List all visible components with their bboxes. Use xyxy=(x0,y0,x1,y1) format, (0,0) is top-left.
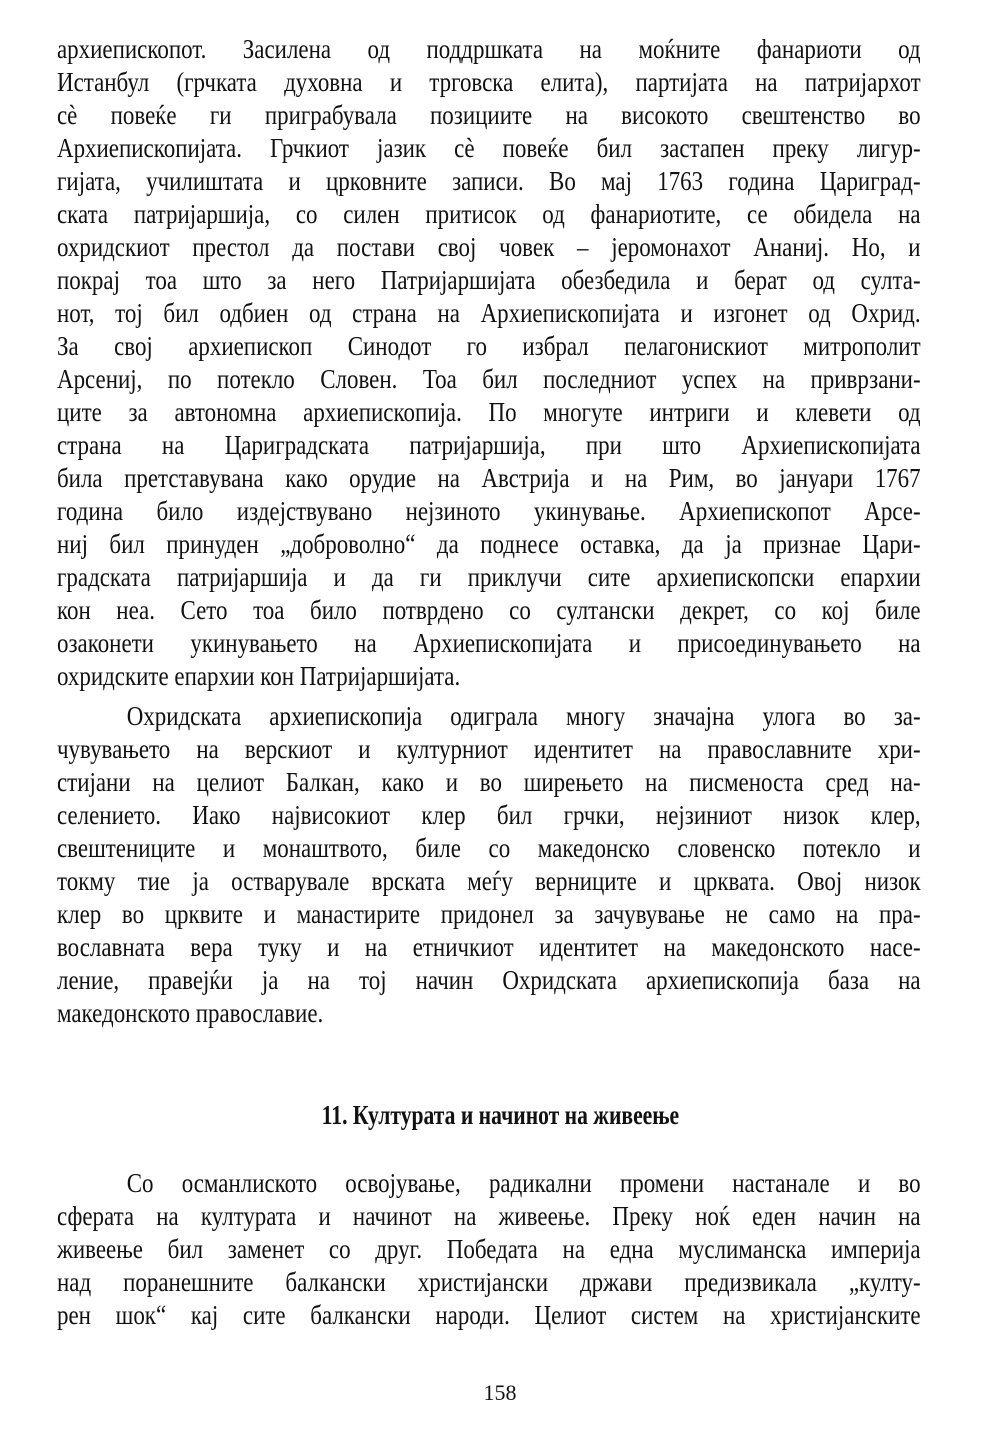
section-heading-text: 11. Културата и начинот на живеење xyxy=(321,1100,679,1130)
text-line: вославната вера туку и на етничкиот идентитет на македонското насе- xyxy=(57,932,921,962)
text-line: живеење бил заменет со друг. Победата на една муслиманска империја xyxy=(57,1234,921,1264)
text-line: кон неа. Сето тоа било потврдено со султански декрет, со кој биле xyxy=(57,595,921,625)
text-line: рен шок“ кај сите балкански народи. Целиот систем на христијанските xyxy=(57,1300,921,1330)
section-heading xyxy=(0,1100,1000,1131)
text-line: озаконети укинувањето на Архиепископијата и присоединувањето на xyxy=(57,628,921,658)
text-line: Охридската архиепископија одиграла многу значајна улога во за- xyxy=(126,701,921,731)
text-line: архиепископот. Засилена од поддршката на моќните фанариоти од xyxy=(57,34,921,64)
text-line: македонското православие. xyxy=(57,998,324,1028)
text-line: стијани на целиот Балкан, како и во ширењето на писменоста сред на- xyxy=(57,767,921,797)
text-line: охридските епархии кон Патријаршијата. xyxy=(57,661,461,691)
text-line: ниј бил принуден „доброволно“ да поднесе оставка, да ја признае Цари- xyxy=(57,529,921,559)
text-line: ление, правејќи ја на тој начин Охридската архиепископија база на xyxy=(57,965,921,995)
text-line: над поранешните балкански христијански држави предизвикала „култу- xyxy=(57,1267,921,1297)
paragraph-1 xyxy=(57,33,921,693)
text-line: За свој архиепископ Синодот го избрал пелагонискиот митрополит xyxy=(57,331,921,361)
text-line: страна на Цариградската патријаршија, при што Архиепископијата xyxy=(57,430,921,460)
text-line: ците за автономна архиепископија. По многуте интриги и клевети од xyxy=(57,397,921,427)
text-line: ската патријаршија, со силен притисок од фанариотите, се обидела на xyxy=(57,199,921,229)
text-line: селението. Иако највисокиот клер бил грчки, нејзиниот низок клер, xyxy=(57,800,921,830)
text-line: охридскиот престол да постави свој човек – јеромонахот Ананиј. Но, и xyxy=(57,232,921,262)
text-line: градската патријаршија и да ги приклучи сите архиепископски епархии xyxy=(57,562,921,592)
text-line: Со османлиското освојување, радикални промени настанале и во xyxy=(126,1168,921,1198)
paragraph-3 xyxy=(57,1167,921,1332)
text-line: била претставувана како орудие на Австрија и на Рим, во јануари 1767 xyxy=(57,463,921,493)
text-line: клер во црквите и манастирите придонел за зачувување не само на пра- xyxy=(57,899,921,929)
paragraph-2 xyxy=(57,700,921,1030)
text-line: токму тие ја остварувале врската меѓу верниците и црквата. Овој низок xyxy=(57,866,921,896)
text-line: покрај тоа што за него Патријаршијата обезбедила и берат од султа- xyxy=(57,265,921,295)
text-line: година било издејствувано нејзиното укинување. Архиепископот Арсе- xyxy=(57,496,921,526)
text-line: сѐ повеќе ги приграбувала позициите на високото свештенство во xyxy=(57,100,921,130)
text-line: чувувањето на верскиот и културниот идентитет на православните хри- xyxy=(57,734,921,764)
text-line: Архиепископијата. Грчкиот јазик сѐ повеќе бил застапен преку лигур- xyxy=(57,133,921,163)
page-number: 158 xyxy=(483,1380,517,1405)
text-line: сферата на културата и начинот на живеење. Преку ноќ еден начин на xyxy=(57,1201,921,1231)
text-line: Истанбул (грчката духовна и трговска елита), партијата на патријархот xyxy=(57,67,921,97)
text-line: нот, тој бил одбиен од страна на Архиепископијата и изгонет од Охрид. xyxy=(57,298,921,328)
text-line: Арсениј, по потекло Словен. Тоа бил последниот успех на приврзани- xyxy=(57,364,921,394)
text-line: свештениците и монаштвото, биле со македонско словенско потекло и xyxy=(57,833,921,863)
text-line: гијата, училиштата и црковните записи. Во мај 1763 година Цариград- xyxy=(57,166,921,196)
